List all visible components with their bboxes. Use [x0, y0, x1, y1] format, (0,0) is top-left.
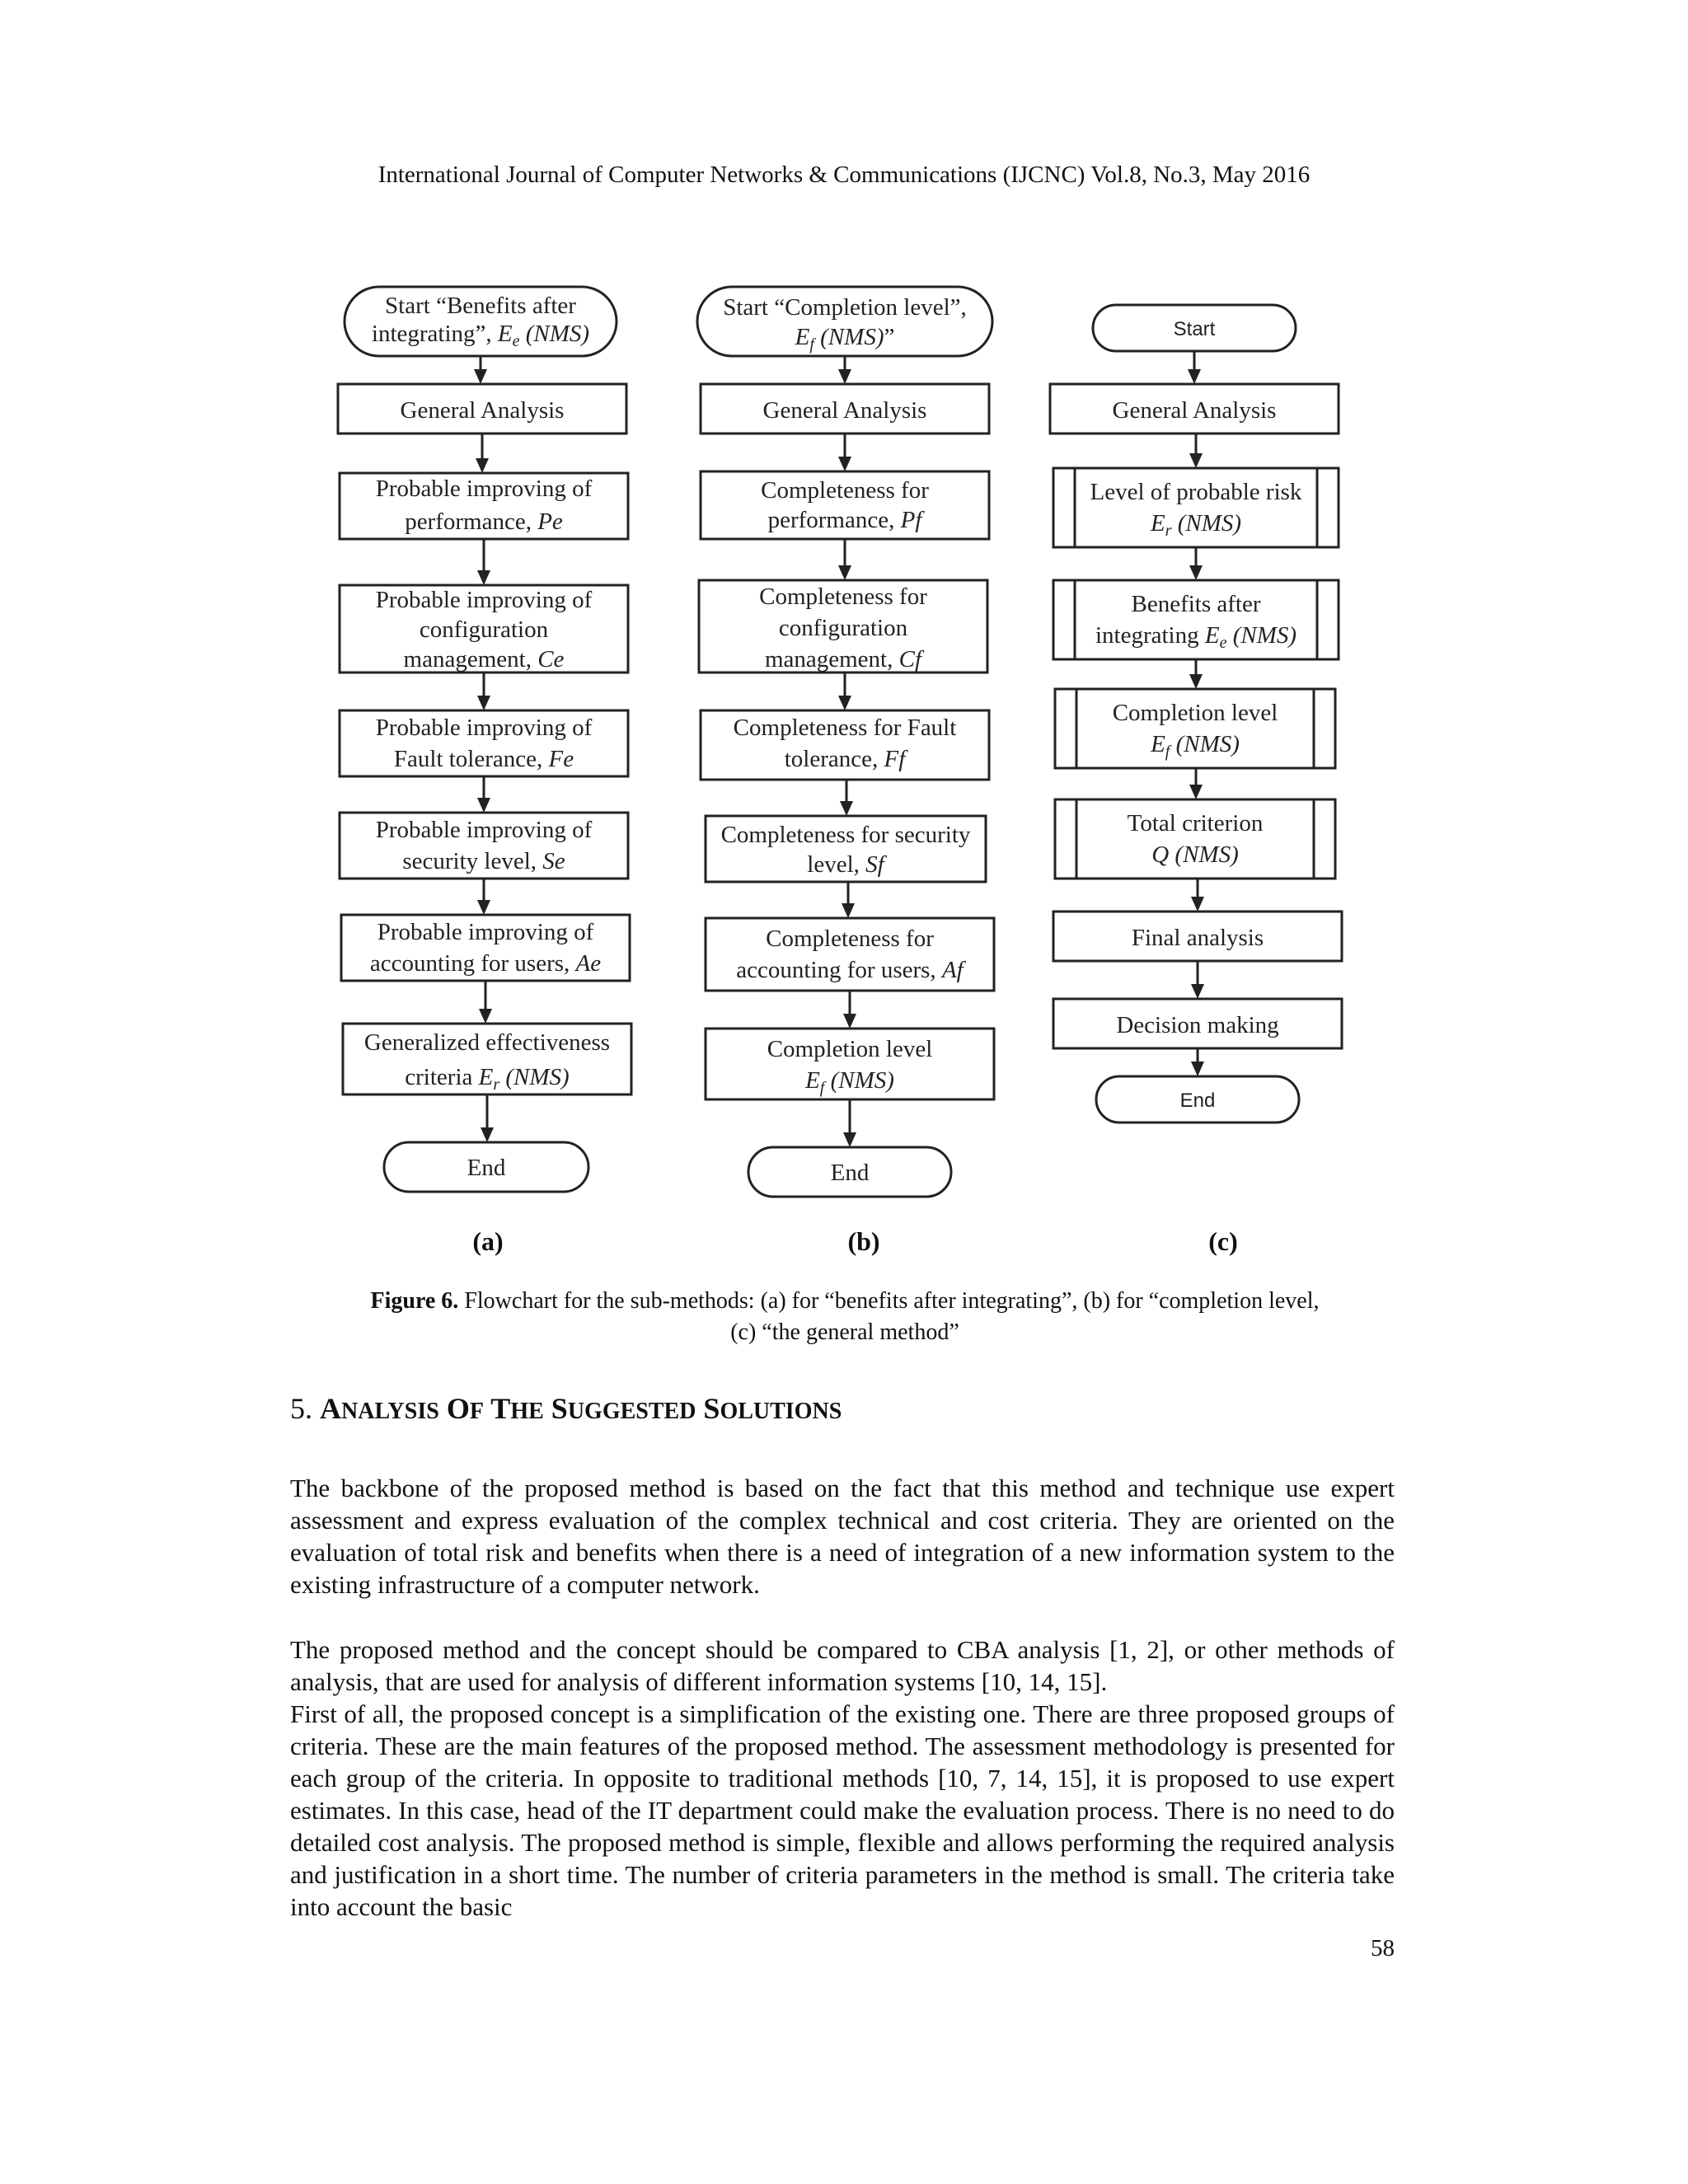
b-configuration-line2: configuration	[778, 615, 908, 641]
b-completion-line2: $E_f$ (NMS)	[805, 1067, 894, 1097]
paragraph-2: The proposed method and the concept should be compared to CBA analysis [1, 2], or other methods of analysis, that are used for analysis of different information systems [10, 14, 15].	[290, 1635, 1395, 1696]
b-end-label: End	[830, 1160, 870, 1186]
b-security-line1: Completeness for security	[720, 822, 971, 848]
c-risk-line1: Level of probable risk	[1090, 479, 1302, 505]
a-fault-line1: Probable improving of	[375, 715, 593, 741]
a-accounting-line1: Probable improving of	[377, 919, 594, 945]
b-fault-line1: Completeness for Fault	[733, 715, 957, 741]
flowchart-b	[697, 287, 994, 1197]
section-number: 5.	[290, 1392, 320, 1425]
c-risk-line2: $E_r$ (NMS)	[1150, 510, 1242, 540]
c-completion-line1: Completion level	[1112, 700, 1278, 726]
a-security-line1: Probable improving of	[375, 817, 593, 843]
c-end-label: End	[1179, 1090, 1216, 1112]
b-performance-line1: Completeness for	[761, 477, 929, 504]
panel-label-a: (a)	[472, 1226, 504, 1256]
paragraph-1: The backbone of the proposed method is based on the fact that this method and technique use expert assessment and express evaluation of the complex technical and cost criteria. They are oriented on the evaluation of total risk and benefits when there is a need of integration of a new information system to the existing infrastructure of a computer network.	[290, 1474, 1395, 1599]
c-total-line2: Q (NMS)	[1151, 841, 1239, 868]
c-benefits-line1: Benefits after	[1131, 591, 1261, 617]
flowchart-a	[338, 287, 631, 1192]
section-title: ANALYSIS OF THE SUGGESTED SOLUTIONS	[320, 1392, 842, 1425]
a-configuration-line2: configuration	[419, 616, 549, 643]
page-number: 58	[1371, 1935, 1395, 1961]
a-generalized-line2: criteria $E_r$ (NMS)	[405, 1064, 570, 1094]
a-security-line2: security level, Se	[402, 848, 565, 874]
b-accounting-line2: accounting for users, Af	[736, 957, 964, 983]
a-end-label: End	[467, 1155, 506, 1181]
b-security-line2: level, Sf	[807, 851, 884, 878]
caption-prefix: Figure 6.	[370, 1288, 459, 1314]
flowchart-c	[1050, 305, 1342, 1122]
a-general-analysis-label: General Analysis	[400, 397, 565, 424]
b-start-line1: Start “Completion level”,	[723, 294, 967, 321]
a-fault-line2: Fault tolerance, Fe	[393, 746, 574, 772]
a-generalized-line1: Generalized effectiveness	[363, 1029, 611, 1056]
caption-line2: (c) “the general method”	[730, 1319, 959, 1345]
panel-label-b: (b)	[847, 1226, 880, 1256]
a-performance-line2: performance, Pe	[405, 509, 563, 535]
c-decision-label: Decision making	[1116, 1012, 1279, 1038]
b-performance-line2: performance, Pf	[767, 507, 922, 533]
c-general-analysis-label: General Analysis	[1112, 397, 1277, 424]
c-benefits-line2: integrating $E_e$ (NMS)	[1095, 622, 1297, 652]
paragraph-3: First of all, the proposed concept is a simplification of the existing one. There are three proposed groups of criteria. These are the main features of the proposed method. The assessment methodology is presented for each group of the criteria. In opposite to traditional methods [10, 7, 14, 15], it is proposed to use expert estimates. In this case, head of the IT department could make the evaluation process. There is no need to do detailed cost analysis. The proposed method is simple, flexible and allows performing the required analysis and justification in a short time. The number of criteria parameters in the method is small. The criteria take into account the basic	[290, 1699, 1395, 1921]
b-configuration-line3: management, Cf	[764, 646, 922, 673]
b-start-line2: $E_f$ (NMS)”	[795, 324, 895, 354]
c-final-analysis-label: Final analysis	[1131, 925, 1264, 951]
c-total-line1: Total criterion	[1127, 810, 1264, 837]
a-configuration-line3: management, Ce	[403, 646, 565, 673]
section-heading	[290, 1391, 842, 1426]
b-general-analysis-label: General Analysis	[762, 397, 927, 424]
a-performance-line1: Probable improving of	[375, 476, 593, 502]
panel-label-c: (c)	[1208, 1226, 1238, 1256]
b-completion-line1: Completion level	[767, 1036, 933, 1062]
a-start-line2: integrating”, $E_e$ (NMS)	[371, 321, 590, 350]
a-configuration-line1: Probable improving of	[375, 587, 593, 613]
caption-text1: Flowchart for the sub-methods: (a) for “benefits after integrating”, (b) for “completion level,	[458, 1288, 1320, 1314]
a-start-line1: Start “Benefits after	[385, 293, 576, 319]
c-start-label: Start	[1173, 318, 1216, 340]
figure-caption	[297, 1286, 1393, 1348]
c-completion-line2: $E_f$ (NMS)	[1151, 731, 1240, 761]
a-accounting-line2: accounting for users, Ae	[369, 950, 602, 977]
b-configuration-line1: Completeness for	[759, 583, 927, 610]
b-accounting-line1: Completeness for	[766, 926, 934, 952]
journal-header: International Journal of Computer Networks & Communications (IJCNC) Vol.8, No.3, May 2016	[377, 162, 1311, 188]
caption-line1	[297, 1286, 1393, 1317]
b-fault-line2: tolerance, Ff	[784, 746, 906, 772]
